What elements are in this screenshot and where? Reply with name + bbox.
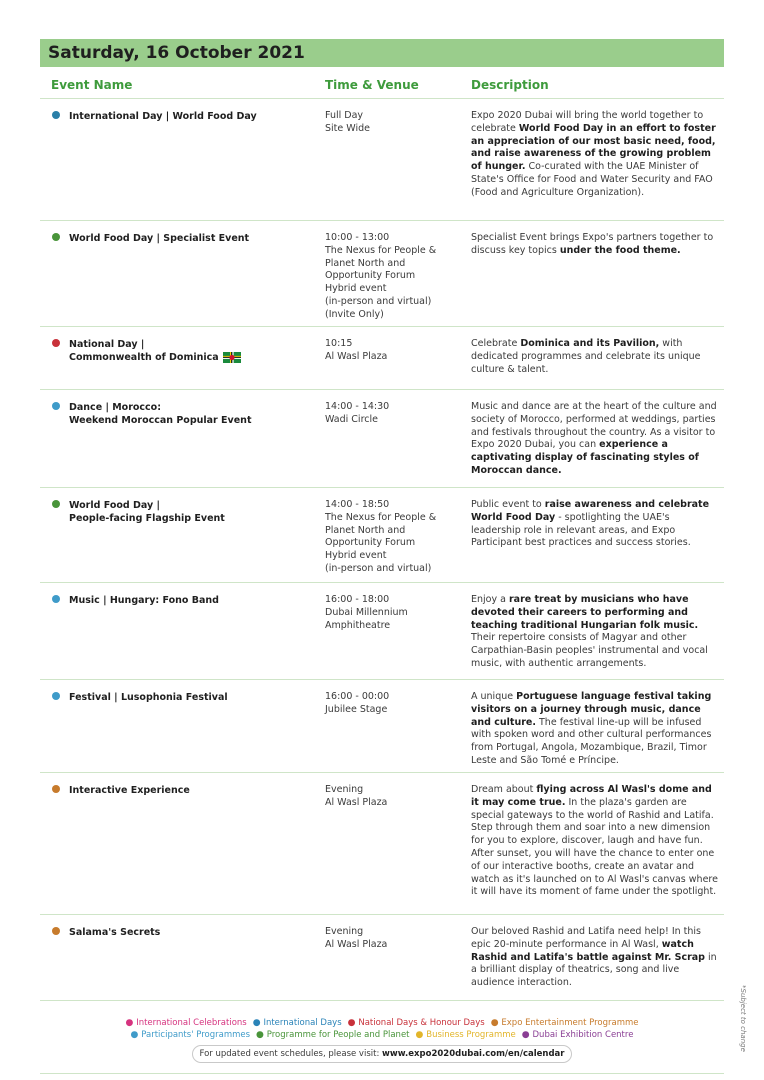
legend-item (348, 1018, 485, 1028)
event-time-venue: Evening Al Wasl Plaza (325, 926, 388, 950)
legend-dot-icon: ● (490, 1018, 502, 1028)
legend-item (253, 1018, 342, 1028)
legend-label: International Celebrations (136, 1018, 247, 1028)
event-name (69, 499, 299, 525)
legend-label: National Days & Honour Days (358, 1018, 485, 1028)
description-highlight: World Food Day in an effort to foster an appreciation of our most basic need, food, and raise awareness of the growing problem of hunger. (471, 122, 716, 173)
event-name-line: Music | Hungary: Fono Band (69, 595, 219, 606)
event-name-line: International Day | World Food Day (69, 111, 257, 122)
legend-label: Business Programme (426, 1030, 516, 1040)
event-description: Our beloved Rashid and Latifa need help! In this epic 20-minute performance in Al Wasl, watch Rashid and Latifa's battle against Mr. Scrap in a brilliant display of theatrics, song and live audience interaction. (471, 926, 717, 989)
legend-dot-icon: ● (252, 1018, 264, 1028)
event-name-line: Salama's Secrets (69, 927, 161, 938)
category-dot-icon (52, 692, 60, 700)
event-name-line: Dance | Morocco: (69, 402, 161, 413)
legend-dot-icon: ● (347, 1018, 359, 1028)
category-dot-icon (52, 500, 60, 508)
column-header-description: Description (471, 78, 549, 92)
description-highlight: under the food theme. (559, 244, 681, 256)
category-dot-icon (52, 233, 60, 241)
event-name-line: Festival | Lusophonia Festival (69, 692, 228, 703)
event-time-venue: 14:00 - 18:50 The Nexus for People & Planet North and Opportunity Forum Hybrid event (in-person and virtual) (325, 499, 437, 574)
legend-item (522, 1030, 634, 1040)
event-name (69, 784, 299, 797)
event-time-venue: 14:00 - 14:30 Wadi Circle (325, 401, 390, 425)
legend-row-2 (40, 1029, 724, 1041)
event-time-venue: 10:15 Al Wasl Plaza (325, 338, 388, 362)
legend-item (256, 1030, 409, 1040)
category-dot-icon (52, 402, 60, 410)
event-description: Celebrate Dominica and its Pavilion, with dedicated programmes and celebrate its unique culture & talent. (471, 338, 701, 375)
event-name (69, 338, 299, 364)
description-highlight: Portuguese language festival taking visitors on a journey through music, dance and culture. (471, 691, 712, 728)
legend-label: Dubai Exhibition Centre (532, 1030, 634, 1040)
legend-dot-icon: ● (130, 1030, 142, 1040)
event-time-venue: Evening Al Wasl Plaza (325, 784, 388, 808)
legend-item (416, 1030, 516, 1040)
category-dot-icon (52, 785, 60, 793)
event-description: Public event to raise awareness and celebrate World Food Day - spotlighting the UAE's leadership role in relevant areas, and Expo Participant best practices and success stories. (471, 499, 710, 549)
event-time-venue: Full Day Site Wide (325, 110, 370, 134)
event-description: Specialist Event brings Expo's partners together to discuss key topics under the food theme. (471, 232, 714, 256)
event-name-line: Commonwealth of Dominica (69, 351, 299, 364)
description-highlight: experience a captivating display of fascinating styles of Moroccan dance. (471, 439, 699, 476)
event-name-line: World Food Day | (69, 500, 160, 511)
table-end-divider (40, 1000, 724, 1001)
event-time-venue: 16:00 - 00:00 Jubilee Stage (325, 691, 390, 715)
event-name-line: World Food Day | Specialist Event (69, 233, 250, 244)
table-row (40, 220, 724, 326)
side-note-text: *Subject to change (739, 985, 747, 1052)
description-highlight: rare treat by musicians who have devoted their careers to performing and teaching traditional Hungarian folk music. (471, 594, 699, 631)
column-header-event-name: Event Name (51, 78, 133, 92)
footer-url[interactable]: www.expo2020dubai.com/en/calendar (382, 1049, 565, 1059)
table-row (40, 582, 724, 679)
category-dot-icon (52, 111, 60, 119)
legend-item (491, 1018, 639, 1028)
event-name-line: National Day | (69, 339, 145, 350)
bottom-divider (40, 1073, 724, 1074)
event-name-line: People-facing Flagship Event (69, 513, 225, 524)
event-time-venue: 16:00 - 18:00 Dubai Millennium Amphitheatre (325, 594, 408, 631)
event-name-line: Weekend Moroccan Popular Event (69, 415, 252, 426)
category-dot-icon (52, 927, 60, 935)
legend-dot-icon: ● (256, 1030, 267, 1040)
footer-schedule-note (192, 1045, 572, 1063)
table-row (40, 914, 724, 1000)
event-name (69, 110, 299, 123)
legend-label: Programme for People and Planet (266, 1030, 410, 1040)
table-row (40, 487, 724, 582)
event-name (69, 594, 299, 607)
legend-label: International Days (263, 1018, 342, 1028)
column-header-time-venue: Time & Venue (325, 78, 419, 92)
legend-dot-icon: ● (521, 1030, 533, 1040)
event-description: Enjoy a rare treat by musicians who have devoted their careers to performing and teaching traditional Hungarian folk music. Their repertoire consists of Magyar and other Carpathian-Basin peoples' instrumental and vocal music, with authentic arrangements. (471, 594, 708, 669)
table-row (40, 389, 724, 487)
table-row (40, 772, 724, 914)
category-dot-icon (52, 595, 60, 603)
event-description: Expo 2020 Dubai will bring the world together to celebrate World Food Day in an effort to foster an appreciation of our most basic need, food, and raise awareness of the growing problem of hunger. Co-curated with the UAE Minister of State's Office for Food and Water Security and FAO (Food and Agriculture Organization). (471, 110, 716, 198)
event-name (69, 401, 299, 427)
event-description: A unique Portuguese language festival taking visitors on a journey through music, dance and culture. The festival line-up will be infused with spoken word and other cultural performances from Portugal, Angola, Mozambique, Brazil, Timor Leste and São Tomé e Príncipe. (471, 691, 712, 766)
event-name-line: Interactive Experience (69, 785, 190, 796)
category-dot-icon (52, 339, 60, 347)
event-time-venue: 10:00 - 13:00 The Nexus for People & Planet North and Opportunity Forum Hybrid event (in-person and virtual) (Invite Only) (325, 232, 437, 320)
event-description: Dream about flying across Al Wasl's dome and it may come true. In the plaza's garden are special gateways to the world of Rashid and Latifa. Step through them and soar into a new dimension for you to explore, discover, laugh and have fun. After sunset, you will have the chance to enter one of our interactive booths, create an avatar and watch as it's launched on to Al Wasl's canvas where it will have its moment of fame under the spotlight. (471, 784, 718, 898)
table-row (40, 326, 724, 389)
event-name (69, 232, 299, 245)
dominica-flag-icon (223, 352, 241, 363)
description-highlight: watch Rashid and Latifa's battle against Mr. Scrap (471, 938, 705, 963)
page-title: Saturday, 16 October 2021 (40, 39, 724, 67)
legend-label: Expo Entertainment Programme (501, 1018, 639, 1028)
legend-item (131, 1030, 251, 1040)
legend-item (125, 1018, 246, 1028)
legend-dot-icon: ● (125, 1018, 137, 1028)
events-table (40, 98, 724, 1001)
legend-row-1 (40, 1017, 724, 1029)
event-name (69, 926, 299, 939)
side-note (735, 985, 749, 1055)
table-row (40, 679, 724, 772)
legend-dot-icon: ● (415, 1030, 427, 1040)
description-highlight: flying across Al Wasl's dome and it may come true. (471, 784, 712, 808)
event-name (69, 691, 299, 704)
legend-label: Participants' Programmes (141, 1030, 251, 1040)
footer-text: For updated event schedules, please visit: (199, 1049, 383, 1059)
description-highlight: raise awareness and celebrate World Food Day (471, 499, 710, 523)
description-highlight: Dominica and its Pavilion, (520, 338, 660, 349)
table-row (40, 98, 724, 220)
event-description: Music and dance are at the heart of the culture and society of Morocco, performed at weddings, parties and festivals throughout the country. As a visitor to Expo 2020 Dubai, you can experience a captivating display of fascinating styles of Moroccan dance. (471, 401, 717, 476)
